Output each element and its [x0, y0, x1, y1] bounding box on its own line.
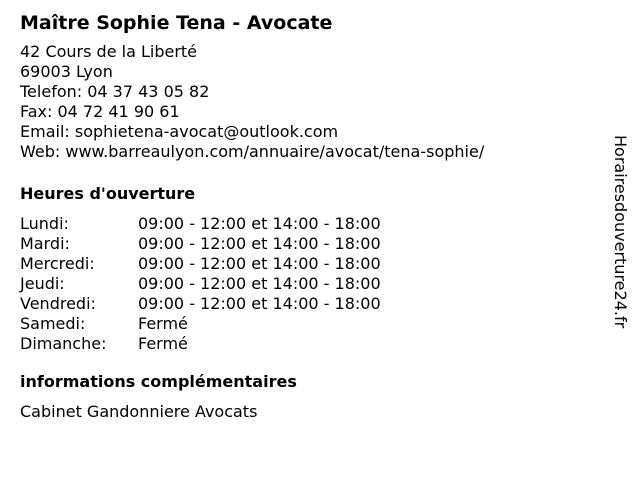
- time-value: 09:00 - 12:00 et 14:00 - 18:00: [138, 234, 381, 253]
- extra-info-heading: informations complémentaires: [20, 372, 297, 391]
- phone-line: Telefon: 04 37 43 05 82: [20, 82, 210, 101]
- web-line: Web: www.barreaulyon.com/annuaire/avocat/tena-sophie/: [20, 142, 485, 161]
- time-value: 09:00 - 12:00 et 14:00 - 18:00: [138, 254, 381, 273]
- day-label: Vendredi:: [20, 294, 96, 313]
- time-value: 09:00 - 12:00 et 14:00 - 18:00: [138, 214, 381, 233]
- hours-row-tuesday: [20, 234, 600, 254]
- contact-block: [20, 42, 600, 162]
- time-value: Fermé: [138, 334, 188, 353]
- day-label: Mardi:: [20, 234, 70, 253]
- email-line: Email: sophietena-avocat@outlook.com: [20, 122, 339, 141]
- day-label: Jeudi:: [20, 274, 65, 293]
- day-label: Lundi:: [20, 214, 69, 233]
- day-label: Mercredi:: [20, 254, 95, 273]
- city-postcode: 69003 Lyon: [20, 62, 113, 81]
- time-value: Fermé: [138, 314, 188, 333]
- time-value: 09:00 - 12:00 et 14:00 - 18:00: [138, 294, 381, 313]
- street-address: 42 Cours de la Liberté: [20, 42, 198, 61]
- day-label: Samedi:: [20, 314, 86, 333]
- hours-row-wednesday: [20, 254, 600, 274]
- extra-info-text: Cabinet Gandonniere Avocats: [20, 402, 258, 421]
- hours-row-sunday: [20, 334, 600, 354]
- hours-row-saturday: [20, 314, 600, 334]
- hours-heading: Heures d'ouverture: [20, 184, 196, 203]
- page-title: Maître Sophie Tena - Avocate: [20, 12, 333, 34]
- time-value: 09:00 - 12:00 et 14:00 - 18:00: [138, 274, 381, 293]
- hours-row-thursday: [20, 274, 600, 294]
- hours-table: [20, 214, 600, 354]
- site-watermark: Horairesdouverture24.fr: [611, 135, 630, 329]
- day-label: Dimanche:: [20, 334, 107, 353]
- hours-row-monday: [20, 214, 600, 234]
- hours-row-friday: [20, 294, 600, 314]
- business-card: [20, 10, 600, 422]
- fax-line: Fax: 04 72 41 90 61: [20, 102, 180, 121]
